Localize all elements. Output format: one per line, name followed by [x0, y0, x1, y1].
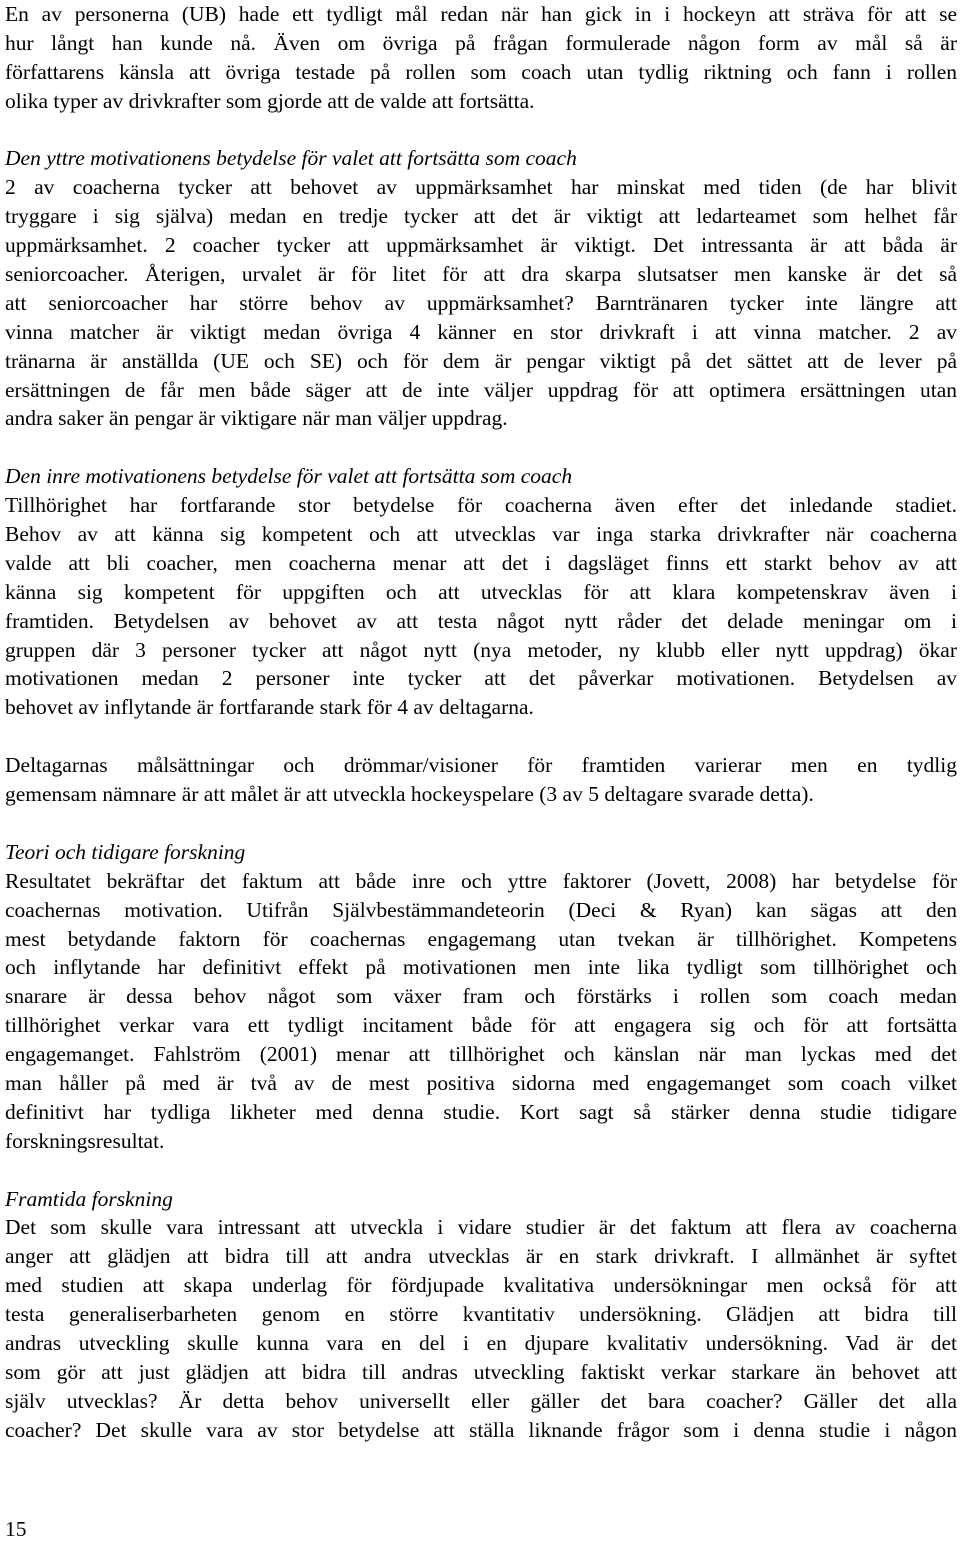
text-line: coacher? Det skulle vara av stor betydelse att ställa liknande frågor som i denna studie i någon — [5, 1417, 957, 1442]
document-page — [5, 0, 957, 1445]
paragraph — [5, 144, 957, 433]
text-line: forskningsresultat. — [5, 1128, 165, 1153]
text-line: som gör att just glädjen att bidra till andras utveckling faktiskt verkar starkare än behovet att — [5, 1359, 957, 1384]
text-line: andra saker än pengar är viktigare när man väljer uppdrag. — [5, 406, 508, 431]
text-line: själv utvecklas? Är detta behov universellt eller gäller det bara coacher? Gäller det alla — [5, 1388, 957, 1413]
paragraph-gap — [5, 1156, 957, 1185]
text-line: andras utveckling skulle kunna vara en del i en djupare kvalitativ undersökning. Vad är det — [5, 1330, 957, 1355]
text-line: Tillhörighet har fortfarande stor betydelse för coacherna även efter det inledande stadiet. — [5, 493, 957, 518]
paragraph — [5, 0, 957, 116]
text-line: tillhörighet verkar vara ett tydligt incitament både för att engagera sig och för att fortsätta — [5, 1013, 957, 1038]
text-line: och inflytande har definitivt effekt på motivationen men inte lika tydligt som tillhörighet och — [5, 955, 957, 980]
text-line: Resultatet bekräftar det faktum att både inre och yttre faktorer (Jovett, 2008) har betydelse för — [5, 868, 957, 893]
paragraph — [5, 1185, 957, 1445]
text-line: man håller på med är två av de mest positiva sidorna med engagemanget som coach vilket — [5, 1070, 957, 1095]
paragraph-gap — [5, 433, 957, 462]
paragraph-gap — [5, 116, 957, 145]
text-line: Behov av att känna sig kompetent och att utvecklas var inga starka drivkrafter när coacherna — [5, 522, 957, 547]
paragraph — [5, 462, 957, 722]
paragraph — [5, 838, 957, 1156]
text-line: valde att bli coacher, men coacherna menar att det i dagsläget finns ett starkt behov av att — [5, 550, 957, 575]
text-line: gruppen där 3 personer tycker att något nytt (nya metoder, ny klubb eller nytt uppdrag) ökar — [5, 637, 957, 662]
text-line: olika typer av drivkrafter som gjorde att de valde att fortsätta. — [5, 88, 535, 113]
paragraph-gap — [5, 722, 957, 751]
text-line: ersättningen de får men både säger att de inte väljer uppdrag för att optimera ersättningen utan — [5, 377, 957, 402]
text-line: En av personerna (UB) hade ett tydligt mål redan när han gick in i hockeyn att sträva för att se — [5, 2, 957, 26]
text-line: att seniorcoacher har större behov av uppmärksamhet? Barntränaren tycker inte längre att — [5, 290, 957, 315]
section-heading: Den inre motivationens betydelse för valet att fortsätta som coach — [5, 464, 573, 489]
text-line: framtiden. Betydelsen av behovet av att testa något nytt råder det delade meningar om i — [5, 608, 957, 633]
paragraph-gap — [5, 809, 957, 838]
text-line: seniorcoacher. Återigen, urvalet är för litet för att dra skarpa slutsatser men kanske är det så — [5, 262, 957, 287]
paragraph — [5, 751, 957, 809]
text-line: behovet av inflytande är fortfarande stark för 4 av deltagarna. — [5, 695, 534, 720]
text-line: med studien att skapa underlag för fördjupade kvalitativa undersökningar men också för att — [5, 1273, 957, 1298]
text-line: motivationen medan 2 personer inte tycker att det påverkar motivationen. Betydelsen av — [5, 666, 957, 691]
text-line: snarare är dessa behov något som växer fram och förstärks i rollen som coach medan — [5, 984, 957, 1009]
text-line: känna sig kompetent för uppgiften och att utvecklas för att klara kompetenskrav även i — [5, 579, 957, 604]
text-line: Deltagarnas målsättningar och drömmar/visioner för framtiden varierar men en tydlig — [5, 753, 957, 778]
text-line: tränarna är anställda (UE och SE) och för dem är pengar viktigt på det sättet att de lever på — [5, 348, 957, 373]
text-line: 2 av coacherna tycker att behovet av uppmärksamhet har minskat med tiden (de har blivit — [5, 175, 957, 200]
text-line: hur långt han kunde nå. Även om övriga på frågan formulerade någon form av mål så är — [5, 30, 957, 55]
text-line: författarens känsla att övriga testade på rollen som coach utan tydlig riktning och fann i rollen — [5, 59, 957, 84]
page-number: 15 — [5, 1517, 27, 1541]
text-line: testa generaliserbarheten genom en större kvantitativ undersökning. Glädjen att bidra till — [5, 1302, 957, 1327]
text-line: definitivt har tydliga likheter med denna studie. Kort sagt så stärker denna studie tidigare — [5, 1099, 957, 1124]
text-line: uppmärksamhet. 2 coacher tycker att uppmärksamhet är viktigt. Det intressanta är att båda är — [5, 233, 957, 258]
text-line: gemensam nämnare är att målet är att utveckla hockeyspelare (3 av 5 deltagare svarade detta). — [5, 782, 814, 807]
section-heading: Framtida forskning — [5, 1186, 173, 1211]
text-line: tryggare i sig själva) medan en tredje tycker att det är viktigt att ledarteamet som helhet får — [5, 204, 957, 229]
text-line: Det som skulle vara intressant att utveckla i vidare studier är det faktum att flera av coacherna — [5, 1215, 957, 1240]
text-line: coachernas motivation. Utifrån Självbestämmandeteorin (Deci & Ryan) kan sägas att den — [5, 897, 957, 922]
text-line: vinna matcher är viktigt medan övriga 4 känner en stor drivkraft i att vinna matcher. 2 av — [5, 319, 957, 344]
text-line: mest betydande faktorn för coachernas engagemang utan tvekan är tillhörighet. Kompetens — [5, 926, 957, 951]
section-heading: Teori och tidigare forskning — [5, 839, 246, 864]
section-heading: Den yttre motivationens betydelse för valet att fortsätta som coach — [5, 146, 577, 171]
text-line: anger att glädjen att bidra till att andra utvecklas är en stark drivkraft. I allmänhet är syftet — [5, 1244, 957, 1269]
text-line: engagemanget. Fahlström (2001) menar att tillhörighet och känslan när man lyckas med det — [5, 1042, 957, 1067]
